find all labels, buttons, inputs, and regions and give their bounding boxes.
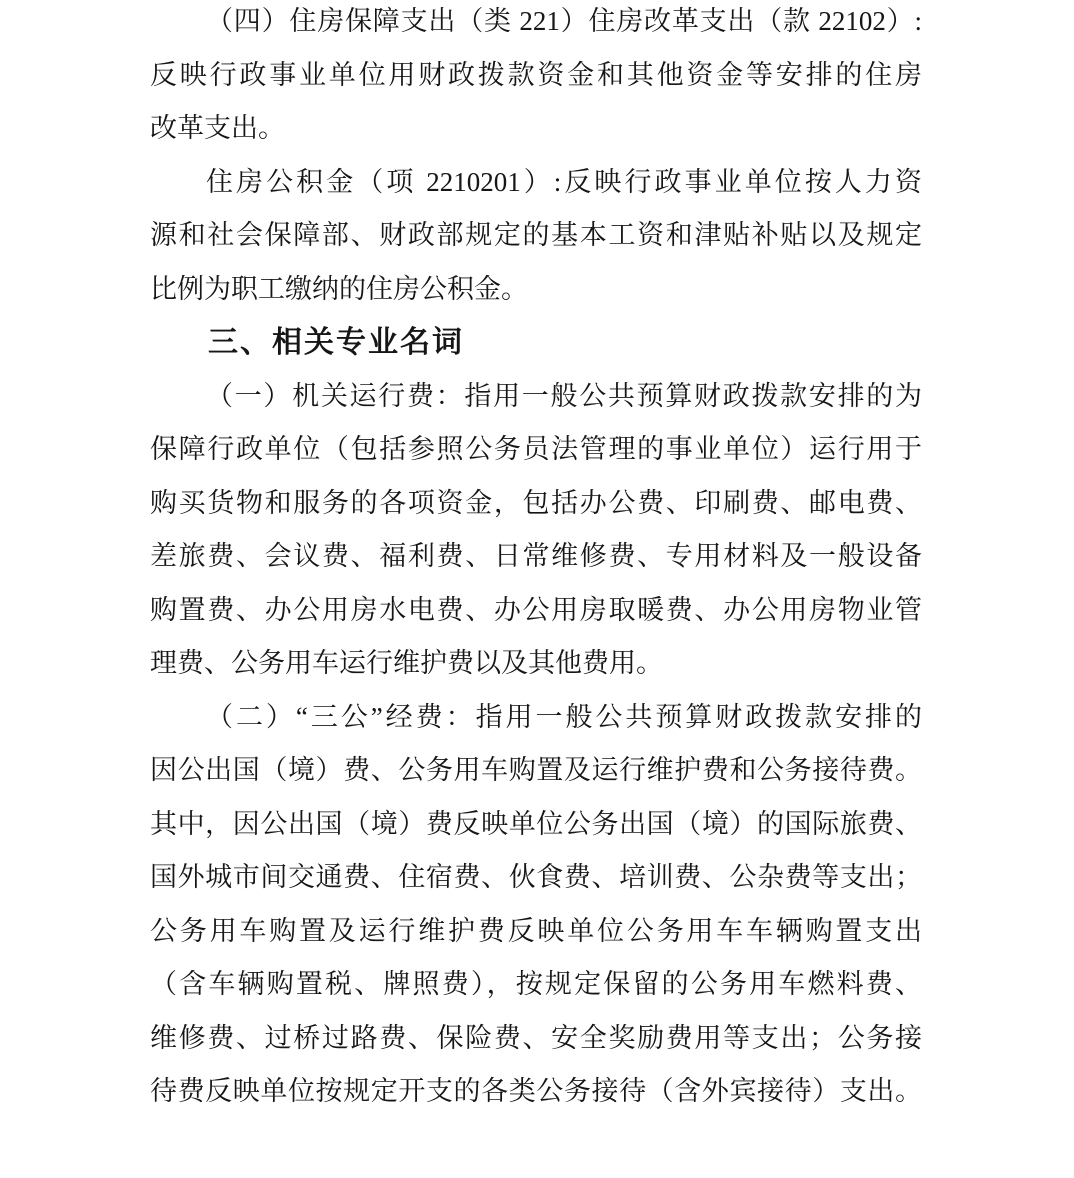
text-line: 差旅费、会议费、福利费、日常维修费、专用材料及一般设备 <box>150 541 922 571</box>
text-line: （四）住房保障支出（类 221）住房改革支出（款 22102）: <box>206 6 922 36</box>
text-line: 国外城市间交通费、住宿费、伙食费、培训费、公杂费等支出； <box>150 862 922 892</box>
text-line: 反映行政事业单位用财政拨款资金和其他资金等安排的住房 <box>150 59 922 90</box>
document-body <box>150 0 922 1119</box>
text-line: 住房公积金（项 2210201）:反映行政事业单位按人力资 <box>206 166 922 197</box>
text-line: 购买货物和服务的各项资金，包括办公费、印刷费、邮电费、 <box>150 487 922 518</box>
text-line: 其中，因公出国（境）费反映单位公务出国（境）的国际旅费、 <box>150 808 922 839</box>
text-line: 保障行政单位（包括参照公务员法管理的事业单位）运行用于 <box>150 434 922 464</box>
text-line: 因公出国（境）费、公务用车购置及运行维护费和公务接待费。 <box>150 755 922 785</box>
text-line: 源和社会保障部、财政部规定的基本工资和津贴补贴以及规定 <box>150 220 922 250</box>
text-line: （含车辆购置税、牌照费），按规定保留的公务用车燃料费、 <box>150 969 922 999</box>
text-line: 购置费、办公用房水电费、办公用房取暖费、办公用房物业管 <box>150 594 922 625</box>
text-line: 待费反映单位按规定开支的各类公务接待（含外宾接待）支出。 <box>150 1076 922 1106</box>
document-page <box>150 0 922 1119</box>
text-line: 改革支出。 <box>150 113 285 143</box>
text-line: （二）“三公”经费：指用一般公共预算财政拨款安排的 <box>206 701 922 732</box>
text-line: 理费、公务用车运行维护费以及其他费用。 <box>150 648 663 678</box>
text-line: 维修费、过桥过路费、保险费、安全奖励费用等支出；公务接 <box>150 1022 922 1053</box>
text-line: 公务用车购置及运行维护费反映单位公务用车车辆购置支出 <box>150 915 922 946</box>
text-line: （一）机关运行费：指用一般公共预算财政拨款安排的为 <box>206 380 922 411</box>
section-heading: 三、相关专业名词 <box>208 326 464 359</box>
text-line: 比例为职工缴纳的住房公积金。 <box>150 273 528 304</box>
